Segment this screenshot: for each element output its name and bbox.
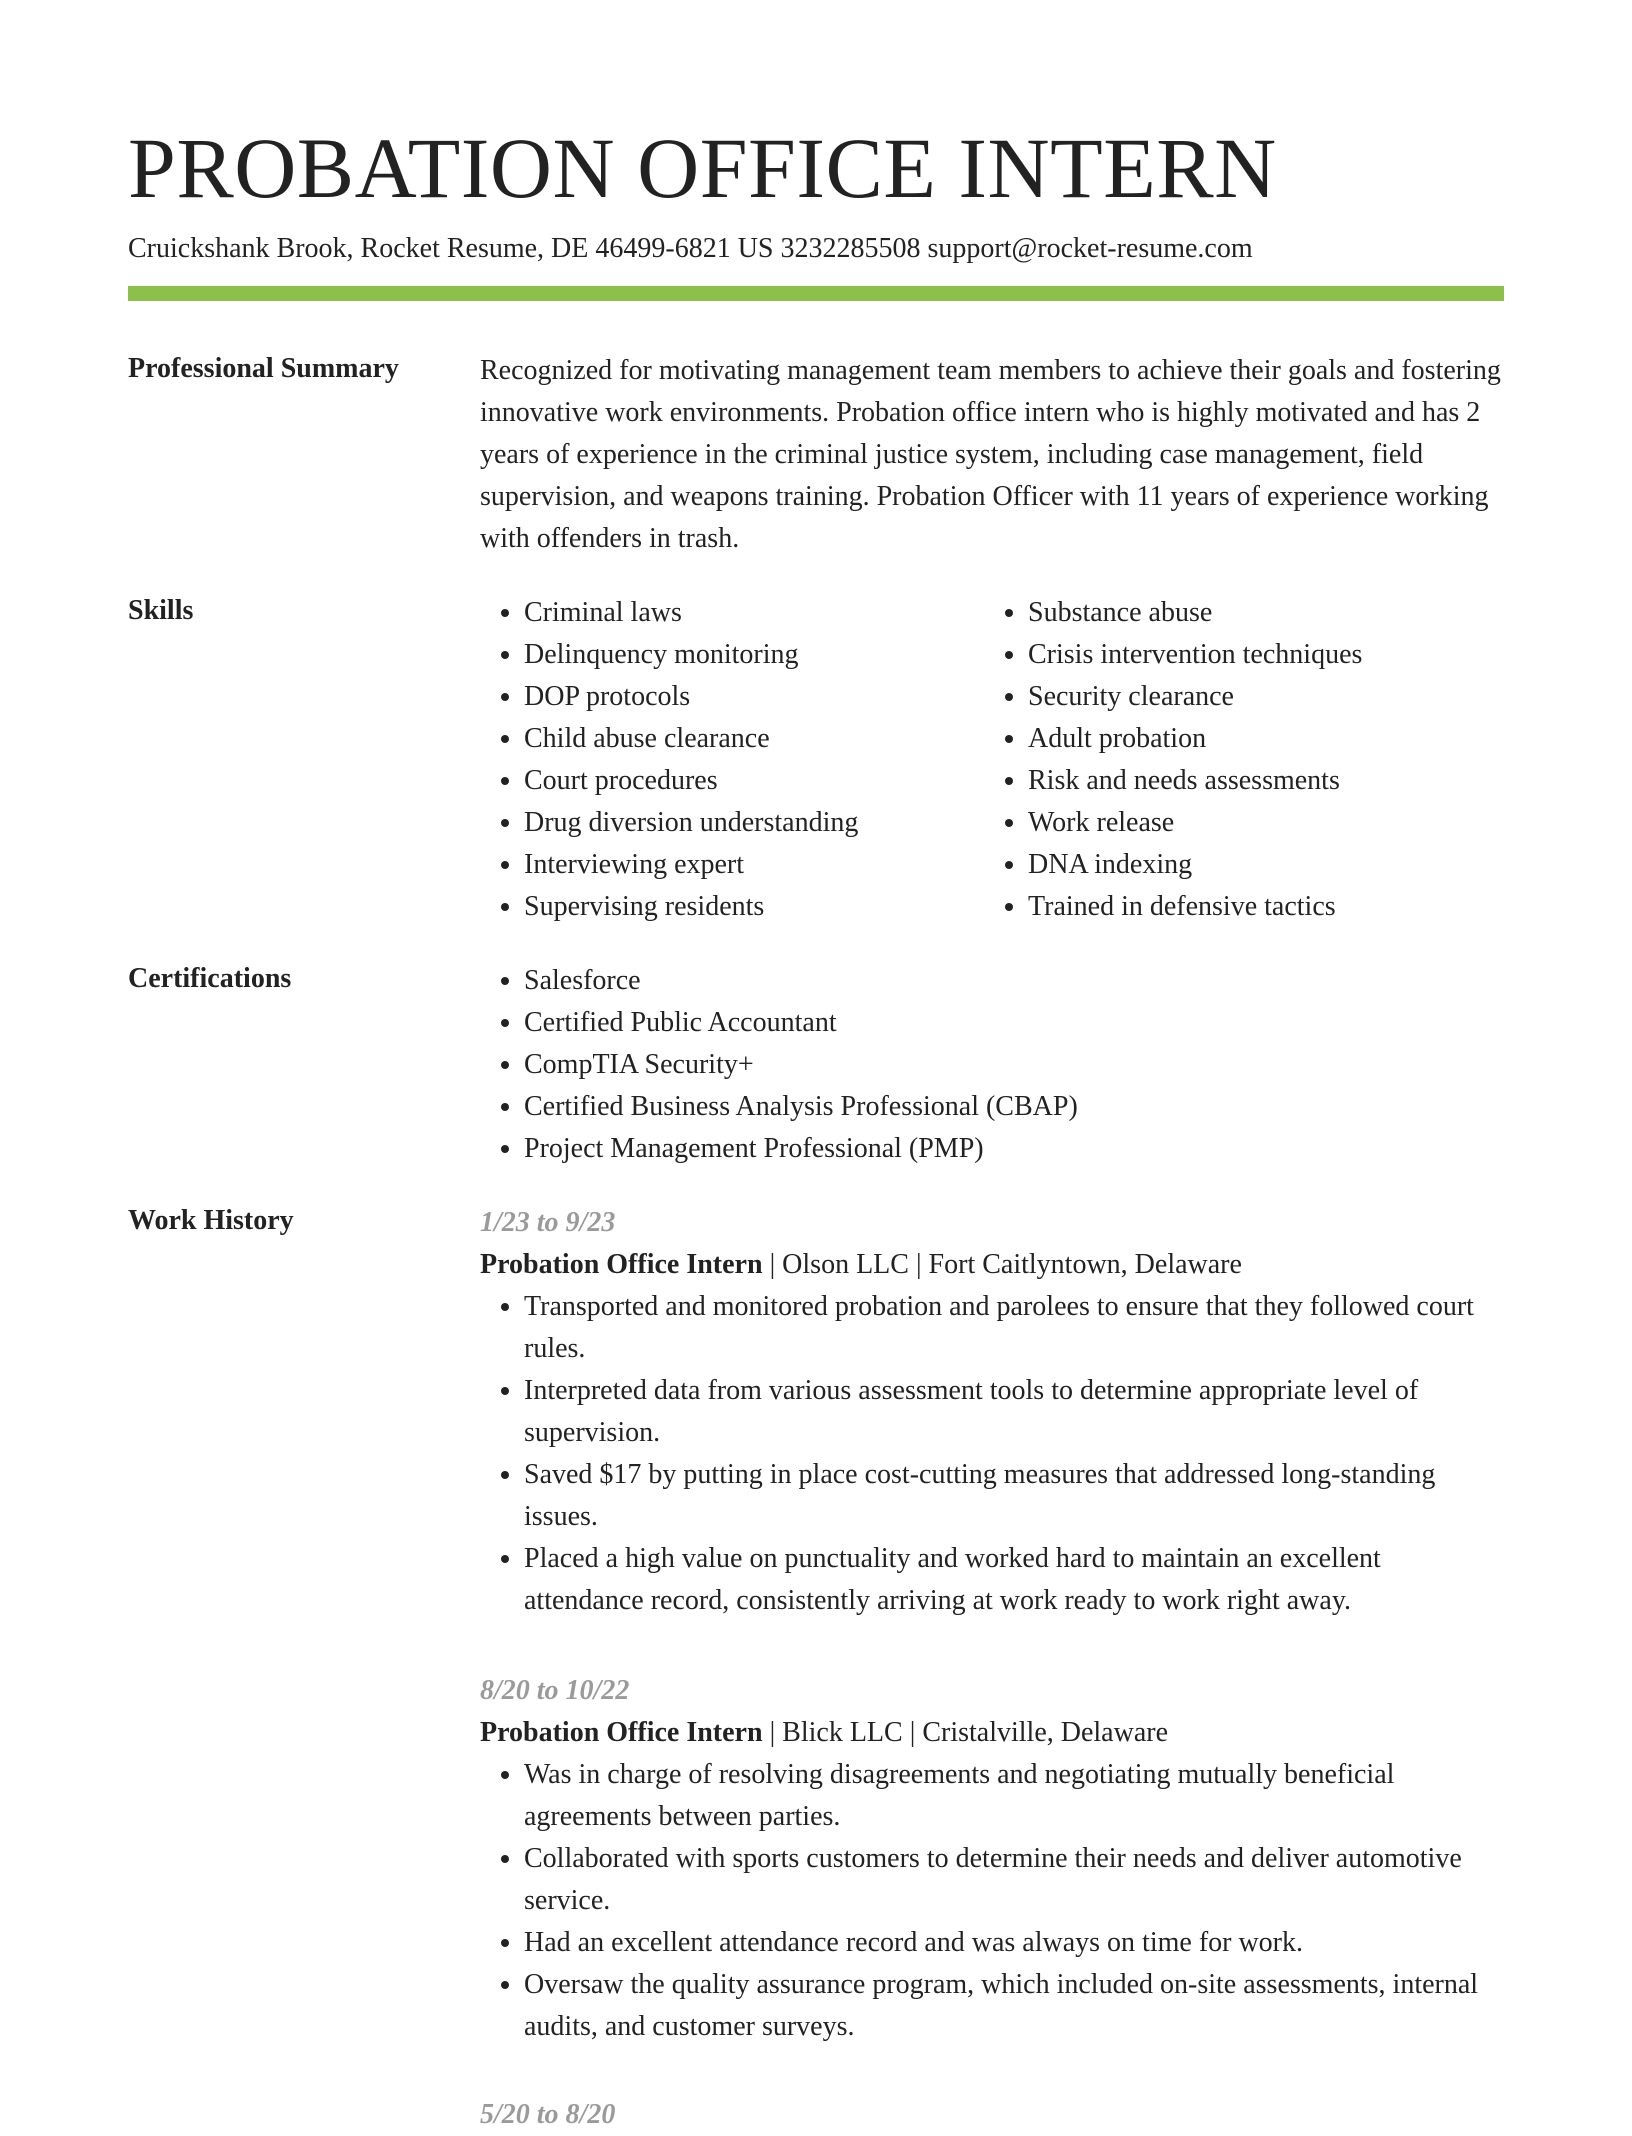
certification-item: • Certified Public Accountant: [524, 1002, 1504, 1044]
skills-column-right: [984, 592, 1488, 928]
contact-email: support@rocket-resume.com: [927, 233, 1253, 264]
job-bullets: [480, 1286, 1504, 1622]
accent-divider: [128, 286, 1504, 301]
job-bullet: • Saved $17 by putting in place cost-cutting measures that addressed long-standing issues.: [524, 1454, 1504, 1538]
job-dates: 8/20 to 10/22: [480, 1675, 630, 1706]
job-title: Probation Office Intern: [480, 1717, 763, 1748]
job-bullet: • Interpreted data from various assessment tools to determine appropriate level of supervision.: [524, 1370, 1504, 1454]
job-entry: [480, 1202, 1504, 1622]
work-history-heading: Work History: [128, 1205, 294, 1236]
skill-item: • Trained in defensive tactics: [1028, 886, 1488, 928]
skill-item: • Work release: [1028, 802, 1488, 844]
skill-item: • Delinquency monitoring: [524, 634, 984, 676]
contact-address: Cruickshank Brook, Rocket Resume, DE 46499-6821 US: [128, 233, 774, 264]
certifications-heading: Certifications: [128, 963, 292, 994]
certifications-list: [480, 960, 1504, 1170]
job-company-location: | Blick LLC | Cristalville, Delaware: [762, 1717, 1169, 1748]
job-bullet: • Collaborated with sports customers to determine their needs and deliver automotive service.: [524, 1838, 1504, 1922]
certification-item: • Project Management Professional (PMP): [524, 1128, 1504, 1170]
job-bullets: [480, 1754, 1504, 2048]
certification-item: • Salesforce: [524, 960, 1504, 1002]
skills-heading: Skills: [128, 595, 194, 626]
skill-item: • DNA indexing: [1028, 844, 1488, 886]
job-bullet: • Was in charge of resolving disagreements and negotiating mutually beneficial agreements between parties.: [524, 1754, 1504, 1838]
job-bullet: • Oversaw the quality assurance program, which included on-site assessments, internal audits, and customer surveys.: [524, 1964, 1504, 2048]
skill-item: • Criminal laws: [524, 592, 984, 634]
skill-item: • Child abuse clearance: [524, 718, 984, 760]
job-dates: 1/23 to 9/23: [480, 1207, 616, 1238]
skill-item: • DOP protocols: [524, 676, 984, 718]
job-bullet: • Placed a high value on punctuality and worked hard to maintain an excellent attendance record, consistently arriving at work ready to work right away.: [524, 1538, 1504, 1622]
job-company-location: | Olson LLC | Fort Caitlyntown, Delaware: [762, 1249, 1242, 1280]
job-heading: [480, 1712, 1504, 1754]
skill-item: • Drug diversion understanding: [524, 802, 984, 844]
skill-item: • Interviewing expert: [524, 844, 984, 886]
contact-phone: 3232285508: [780, 233, 921, 264]
resume-title: PROBATION OFFICE INTERN: [128, 120, 1277, 216]
skill-item: • Substance abuse: [1028, 592, 1488, 634]
job-bullet: • Had an excellent attendance record and was always on time for work.: [524, 1922, 1504, 1964]
skill-item: • Crisis intervention techniques: [1028, 634, 1488, 676]
certification-item: • CompTIA Security+: [524, 1044, 1504, 1086]
summary-heading: Professional Summary: [128, 353, 399, 384]
skill-item: • Court procedures: [524, 760, 984, 802]
skills-list: [480, 592, 1504, 928]
job-title: Probation Office Intern: [480, 1249, 763, 1280]
job-heading: [480, 1244, 1504, 1286]
skills-column-left: [480, 592, 984, 928]
job-dates: 5/20 to 8/20: [480, 2099, 616, 2130]
job-bullet: • Transported and monitored probation and parolees to ensure that they followed court rules.: [524, 1286, 1504, 1370]
skill-item: • Security clearance: [1028, 676, 1488, 718]
skill-item: • Supervising residents: [524, 886, 984, 928]
job-entry: [480, 2094, 1504, 2136]
skill-item: • Risk and needs assessments: [1028, 760, 1488, 802]
job-entry: [480, 1670, 1504, 2048]
contact-line: [128, 230, 1253, 268]
skill-item: • Adult probation: [1028, 718, 1488, 760]
certification-item: • Certified Business Analysis Professional (CBAP): [524, 1086, 1504, 1128]
summary-text: Recognized for motivating management team members to achieve their goals and fostering innovative work environments. Probation office intern who is highly motivated and has 2 years of experience in the criminal justice system, including case management, field supervision, and weapons training. Probation Officer with 11 years of experience working with offenders in trash.: [480, 355, 1501, 554]
